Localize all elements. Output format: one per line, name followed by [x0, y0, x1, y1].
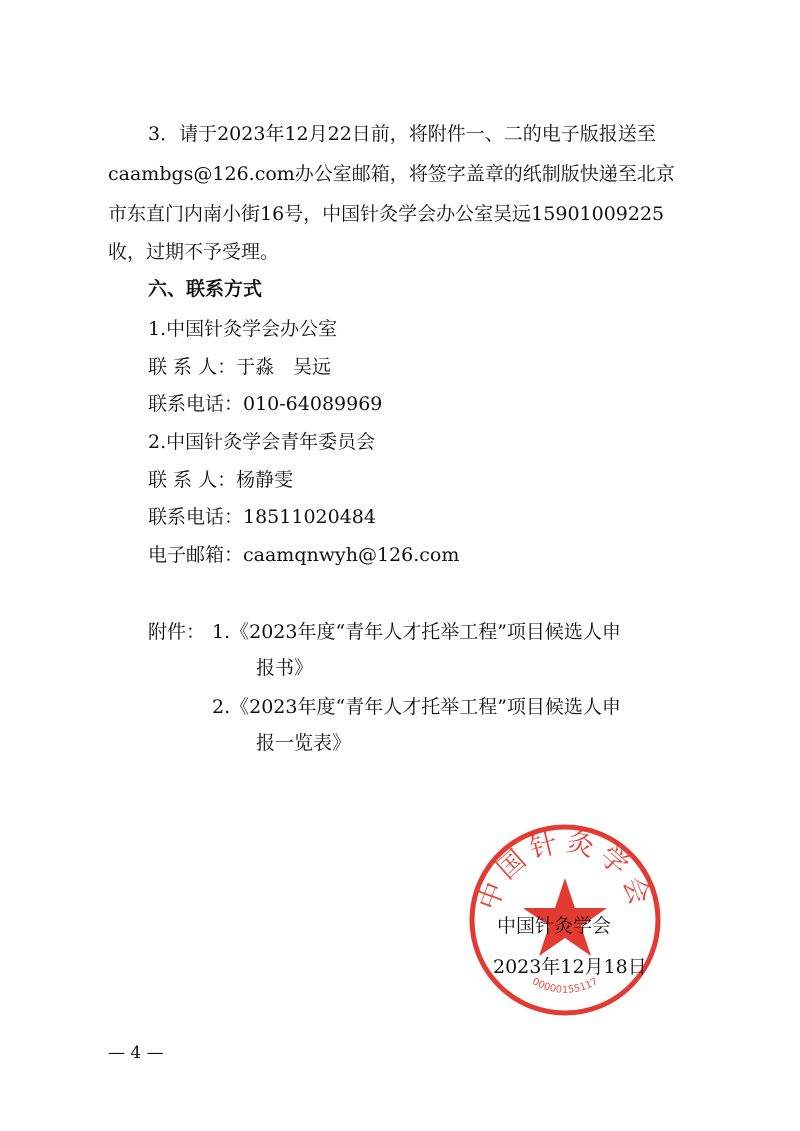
contact2-org: 2.中国针灸学会青年委员会 [148, 431, 376, 453]
item3-line-2: caambgs@126.com办公室邮箱，将签字盖章的纸制版快递至北京 [108, 163, 675, 185]
attachment-2-line-2: 报一览表》 [256, 732, 352, 754]
page-number: — 4 — [108, 1043, 164, 1063]
attachments-label: 附件： [148, 621, 206, 643]
item3-line-3: 市东直门内南小街16号，中国针灸学会办公室吴远15901009225 [108, 203, 665, 225]
contact2-phone: 联系电话：18511020484 [148, 506, 376, 528]
signature-org: 中国针灸学会 [497, 915, 612, 937]
attachment-1-line-1: 1.《2023年度“青年人才托举工程”项目候选人申 [212, 621, 621, 643]
contact2-email: 电子邮箱：caamqnwyh@126.com [148, 544, 460, 566]
item3-line-4: 收，过期不予受理。 [108, 241, 280, 263]
attachment-1-line-2: 报书》 [256, 657, 314, 679]
attachment-2-line-1: 2.《2023年度“青年人才托举工程”项目候选人申 [212, 696, 621, 718]
seal-bottom-text: 00000155117 [530, 976, 600, 996]
signature-date: 2023年12月18日 [493, 956, 647, 978]
seal-top-text: 中国针灸学会 [472, 826, 658, 915]
contact2-person: 联 系 人：杨静雯 [148, 469, 294, 491]
contact1-phone: 联系电话：010-64089969 [148, 393, 383, 415]
contact1-person: 联 系 人：于淼 吴远 [148, 356, 332, 378]
contact1-org: 1.中国针灸学会办公室 [148, 318, 338, 340]
section-heading-contact: 六、联系方式 [148, 278, 263, 300]
item3-line-1: 3．请于2023年12月22日前，将附件一、二的电子版报送至 [148, 123, 656, 145]
